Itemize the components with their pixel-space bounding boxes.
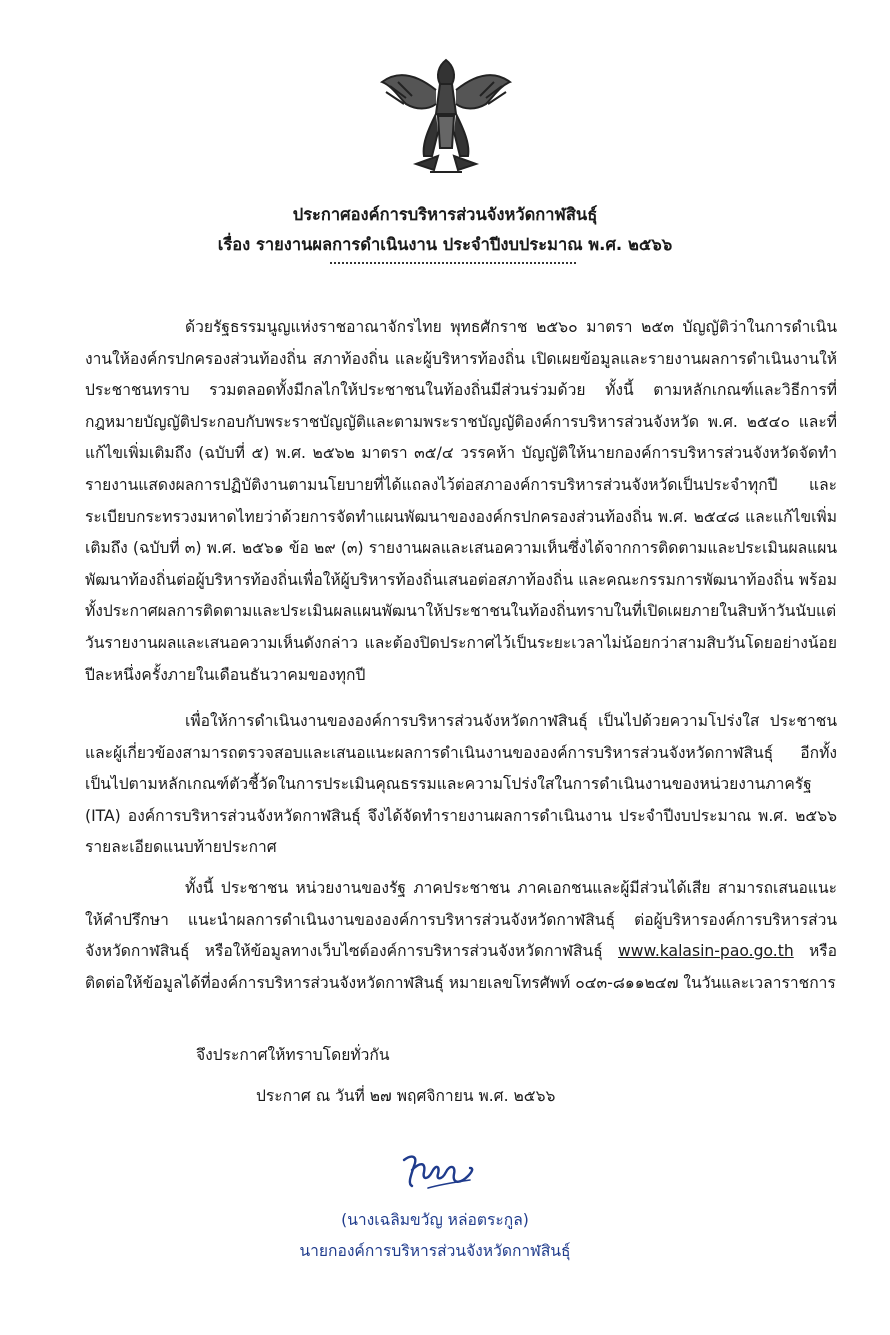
handwritten-signature — [398, 1150, 478, 1194]
signatory-name: (นางเฉลิมขวัญ หล่อตระกูล) — [341, 1211, 529, 1229]
announcement-title: ประกาศองค์การบริหารส่วนจังหวัดกาฬสินธุ์ — [292, 205, 598, 224]
body-paragraph-1: ด้วยรัฐธรรมนูญแห่งราชอาณาจักรไทย พุทธศักราช ๒๕๖๐ มาตรา ๒๕๓ บัญญัติว่าในการดำเนินงานให้องค์กรปกครองส่วนท้องถิ่น สภาท้องถิ่น และผู้บริหารท้องถิ่น เปิดเผยข้อมูลและรายงานผลการดำเนินงานให้ประชาชนทราบ รวมตลอดทั้งมีกลไกให้ประชาชนในท้องถิ่นมีส่วนร่วมด้วย ทั้งนี้ ตามหลักเกณฑ์และวิธีการที่กฎหมายบัญญัติประกอบกับพระราชบัญญัติและตามพระราชบัญญัติองค์การบริหารส่วนจังหวัด พ.ศ. ๒๕๔๐ และที่แก้ไขเพิ่มเติมถึง (ฉบับที่ ๕) พ.ศ. ๒๕๖๒ มาตรา ๓๕/๔ วรรคห้า บัญญัติให้นายกองค์การบริหารส่วนจังหวัดจัดทำรายงานแสดงผลการปฏิบัติงานตามนโยบายที่ได้แถลงไว้ต่อสภาองค์การบริหารส่วนจังหวัดเป็นประจำทุกปี และระเบียบกระทรวงมหาดไทยว่าด้วยการจัดทำแผนพัฒนาขององค์กรปกครองส่วนท้องถิ่น พ.ศ. ๒๕๔๘ และแก้ไขเพิ่มเติมถึง (ฉบับที่ ๓) พ.ศ. ๒๕๖๑ ข้อ ๒๙ (๓) รายงานผลและเสนอความเห็นซึ่งได้จากการติดตามและประเมินผลแผนพัฒนาท้องถิ่นต่อผู้บริหารท้องถิ่นเพื่อให้ผู้บริหารท้องถิ่นเสนอต่อสภาท้องถิ่น และคณะกรรมการพัฒนาท้องถิ่น พร้อมทั้งประกาศผลการติดตามและประเมินผลแผนพัฒนาให้ประชาชนในท้องถิ่นทราบในที่เปิดเผยภายในสิบห้าวันนับแต่วันรายงานผลและเสนอความเห็นดังกล่าว และต้องปิดประกาศไว้เป็นระยะเวลาไม่น้อยกว่าสามสิบวันโดยอย่างน้อยปีละหนึ่งครั้งภายในเดือนธันวาคมของทุกปี — [85, 318, 837, 684]
signatory-position: นายกองค์การบริหารส่วนจังหวัดกาฬสินธุ์ — [299, 1242, 571, 1260]
paragraph-3-text: ทั้งนี้ ประชาชน หน่วยงานของรัฐ ภาคประชาชน ภาคเอกชนและผู้มีส่วนได้เสีย สามารถเสนอแนะ ให้คำปรึกษา แนะนำผลการดำเนินงานขององค์การบริหารส่วนจังหวัดกาฬสินธุ์ ต่อผู้บริหารองค์การบริหารส่วนจังหวัดกาฬสินธุ์ หรือให้ข้อมูลทางเว็บไซต์องค์การบริหารส่วนจังหวัดกาฬสินธุ์ — [85, 879, 837, 961]
announcement-subject: เรื่อง รายงานผลการดำเนินงาน ประจำปีงบประมาณ พ.ศ. ๒๕๖๖ — [217, 235, 673, 254]
paragraph-3-contact-text: หรือติดต่อให้ข้อมูลได้ที่องค์การบริหารส่วนจังหวัดกาฬสินธุ์ หมายเลขโทรศัพท์ ๐๔๓-๘๑๑๒๔๗ ในวันและเวลาราชการ — [85, 942, 837, 992]
website-link[interactable]: www.kalasin-pao.go.th — [617, 942, 794, 961]
announcement-date: ประกาศ ณ วันที่ ๒๗ พฤศจิกายน พ.ศ. ๒๕๖๖ — [256, 1087, 556, 1105]
closing-statement: จึงประกาศให้ทราบโดยทั่วกัน — [196, 1046, 390, 1064]
garuda-emblem-icon — [376, 52, 516, 180]
body-paragraph-2: เพื่อให้การดำเนินงานขององค์การบริหารส่วนจังหวัดกาฬสินธุ์ เป็นไปด้วยความโปร่งใส ประชาชนและผู้เกี่ยวข้องสามารถตรวจสอบและเสนอแนะผลการดำเนินงานขององค์การบริหารส่วนจังหวัดกาฬสินธุ์ อีกทั้งเป็นไปตามหลักเกณฑ์ตัวชี้วัดในการประเมินคุณธรรมและความโปร่งใสในการดำเนินงานของหน่วยงานภาครัฐ (ITA) องค์การบริหารส่วนจังหวัดกาฬสินธุ์ จึงได้จัดทำรายงานผลการดำเนินงาน ประจำปีงบประมาณ พ.ศ. ๒๕๖๖ รายละเอียดแนบท้ายประกาศ — [85, 712, 837, 857]
dotted-divider — [330, 262, 576, 264]
body-paragraph-3 — [85, 873, 837, 999]
